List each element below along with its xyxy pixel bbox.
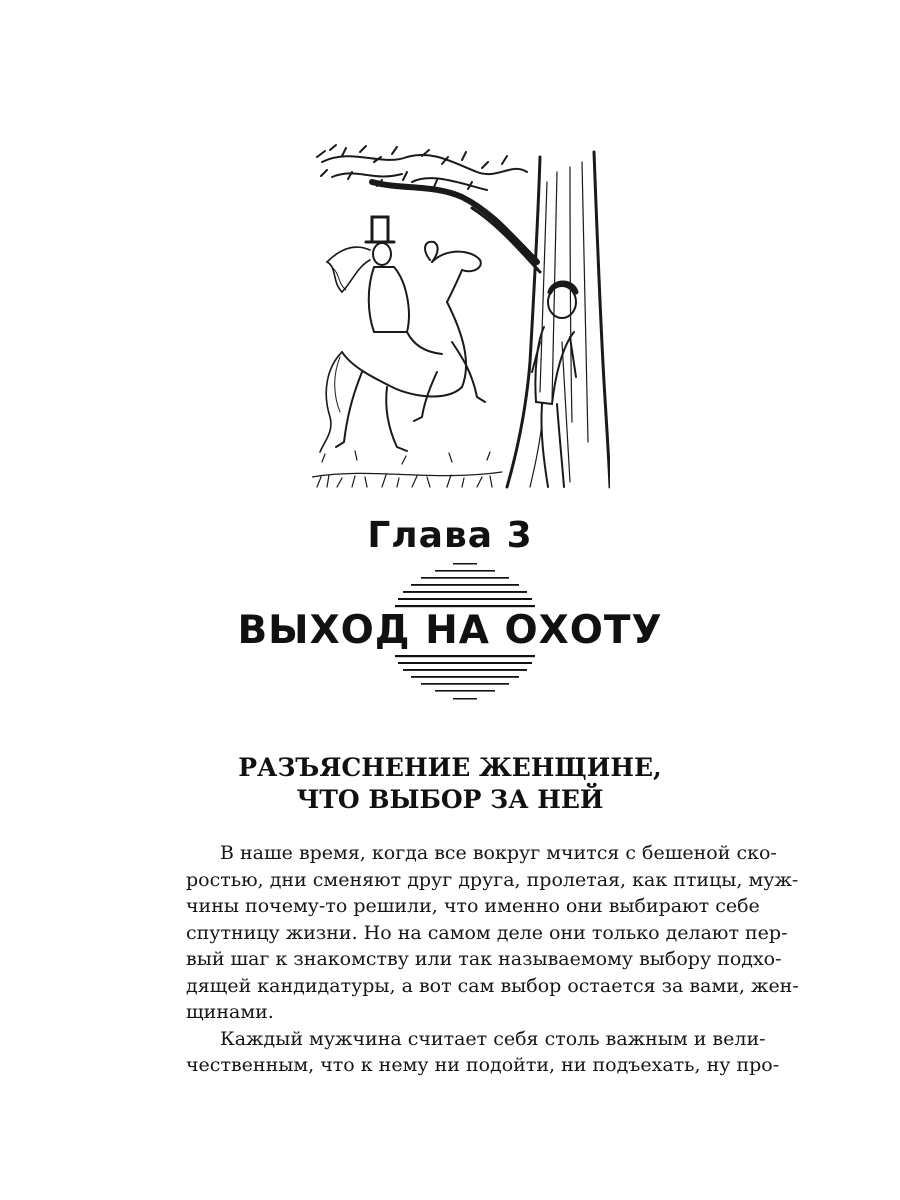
ornament-stripes-bottom [395,655,535,703]
horse-and-rider [320,217,485,452]
chapter-illustration [312,142,610,492]
chapter-number: Глава 3 [367,515,533,556]
chapter-title: ВЫХОД НА ОХОТУ [237,608,663,653]
body-line: чественным, что к нему ни подойти, ни подъехать, ну про- [186,1054,780,1076]
body-line: щинами. [186,1001,274,1023]
body-line: чины почему-то решили, что именно они выбирают себе [186,895,760,917]
illustration-engraving [312,142,610,492]
tree-foliage [317,145,527,190]
tree-trunk [507,152,610,487]
body-line: Каждый мужчина считает себя столь важным и вели- [220,1027,766,1050]
ornament-stripes-top [395,563,535,609]
grass-ground [312,451,502,487]
section-heading-line-2: ЧТО ВЫБОР ЗА НЕЙ [296,785,604,814]
section-heading-line-1: РАЗЪЯСНЕНИЕ ЖЕНЩИНЕ, [238,753,662,782]
body-line: вый шаг к знакомству или так называемому выбору подхо- [186,948,782,970]
body-line: спутницу жизни. Но на самом деле они только делают пер- [186,921,788,944]
tree-branch [372,182,537,262]
body-line: дящей кандидатуры, а вот сам выбор остается за вами, жен- [186,974,799,997]
body-line: В наше время, когда все вокруг мчится с бешеной ско- [220,842,777,864]
body-text [186,840,799,1079]
body-line: ростью, дни сменяют друг друга, пролетая, как птицы, муж- [186,868,799,891]
section-heading [0,752,900,816]
